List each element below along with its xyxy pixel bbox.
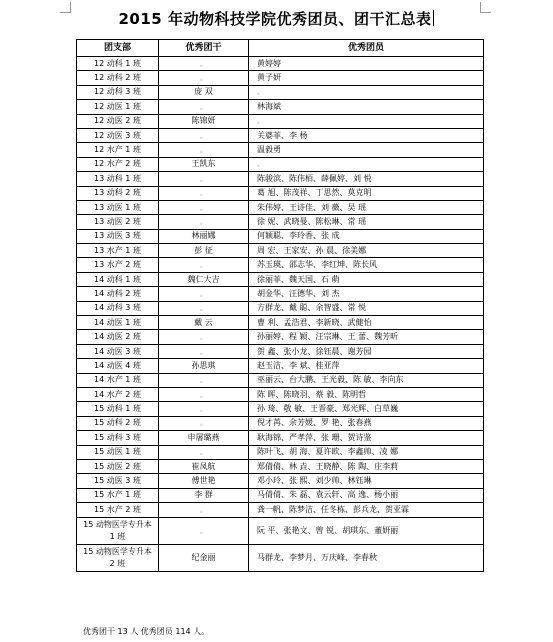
members-cell: 方群龙、戴 聪、余智盛、常 悦 xyxy=(249,301,484,315)
table-row xyxy=(77,344,484,358)
members-cell: 马倩倩、朱 磊、袁云轩、高 逸、杨小丽 xyxy=(249,488,484,502)
table-row xyxy=(77,316,484,330)
branch-cell: 15 动科 1 班 xyxy=(77,402,159,416)
members-cell: 。 xyxy=(249,114,484,128)
branch-cell: 15 水产 2 班 xyxy=(77,503,159,517)
members-cell: 徐 妮、武晓曼、陈松琳、常 瑶 xyxy=(249,215,484,229)
members-cell: 阮 平、张艳文、曾 锐、胡琪东、董妍丽 xyxy=(249,517,484,544)
members-cell: 赵玉洁、李 斌、桂亚萍 xyxy=(249,359,484,373)
branch-cell: 15 水产 1 班 xyxy=(77,488,159,502)
branch-cell: 14 水产 2 班 xyxy=(77,387,159,401)
branch-cell: 12 水产 1 班 xyxy=(77,143,159,157)
text-cursor xyxy=(433,10,434,26)
table-row xyxy=(77,359,484,373)
branch-cell: 12 动医 2 班 xyxy=(77,114,159,128)
branch-cell: 13 水产 2 班 xyxy=(77,258,159,272)
cadre-cell: 纪金丽 xyxy=(159,544,249,571)
members-cell: 。 xyxy=(249,85,484,99)
footer-summary: 优秀团干 13 人 优秀团员 114 人。 xyxy=(83,627,210,636)
branch-cell: 15 动医 2 班 xyxy=(77,459,159,473)
table-row xyxy=(77,503,484,517)
members-cell: 邓小玲、张 熙、刘少帅、林钰琳 xyxy=(249,474,484,488)
cadre-cell: 。 xyxy=(159,373,249,387)
table-row xyxy=(77,387,484,401)
cadre-cell: 。 xyxy=(159,445,249,459)
branch-cell: 14 动医 1 班 xyxy=(77,316,159,330)
document-title xyxy=(0,8,553,29)
members-cell: 林海斌 xyxy=(249,100,484,114)
cadre-cell: 。 xyxy=(159,71,249,85)
table-row xyxy=(77,459,484,473)
branch-cell: 15 动物医学专升本 1 班 xyxy=(77,517,159,544)
cadre-cell: 。 xyxy=(159,215,249,229)
table-row xyxy=(77,287,484,301)
table-row xyxy=(77,258,484,272)
table-body xyxy=(77,57,484,572)
branch-cell: 13 动医 2 班 xyxy=(77,215,159,229)
cadre-cell: 。 xyxy=(159,128,249,142)
cadre-cell: 傅世艳 xyxy=(159,474,249,488)
cadre-cell: 林丽娜 xyxy=(159,229,249,243)
members-cell: 孙 琦、敬 敏、王晋豪、郑光辉、白草巍 xyxy=(249,402,484,416)
branch-cell: 13 动医 3 班 xyxy=(77,229,159,243)
members-cell: 巫丽云、台大鹏、王光毅、陈 敏、李向东 xyxy=(249,373,484,387)
members-cell: 贺 鑫、张小龙、徐钰晨、谢芳园 xyxy=(249,344,484,358)
cadre-cell: 。 xyxy=(159,258,249,272)
branch-cell: 15 动物医学专升本 2 班 xyxy=(77,544,159,571)
members-cell: 。 xyxy=(249,157,484,171)
branch-cell: 15 动医 3 班 xyxy=(77,474,159,488)
column-header-members: 优秀团员 xyxy=(249,40,484,57)
cadre-cell: 王凯东 xyxy=(159,157,249,171)
cadre-cell: 。 xyxy=(159,402,249,416)
table-row xyxy=(77,172,484,186)
cadre-cell: 。 xyxy=(159,344,249,358)
table-row xyxy=(77,474,484,488)
table-row xyxy=(77,114,484,128)
branch-cell: 12 动科 1 班 xyxy=(77,57,159,71)
cadre-cell: 崔凤航 xyxy=(159,459,249,473)
branch-cell: 14 动科 1 班 xyxy=(77,272,159,286)
cadre-cell: 彭 征 xyxy=(159,244,249,258)
table-row xyxy=(77,445,484,459)
members-cell: 关婆菲、李 杨 xyxy=(249,128,484,142)
column-header-cadre: 优秀团干 xyxy=(159,40,249,57)
branch-cell: 15 动医 1 班 xyxy=(77,445,159,459)
cadre-cell: 。 xyxy=(159,100,249,114)
members-cell: 胡金华、汪德华、刘 杰 xyxy=(249,287,484,301)
table-row xyxy=(77,488,484,502)
cadre-cell: 。 xyxy=(159,172,249,186)
title-text: 2015 年动物科技学院优秀团员、团干汇总表 xyxy=(118,10,432,28)
table-row xyxy=(77,272,484,286)
branch-cell: 14 动医 2 班 xyxy=(77,330,159,344)
members-cell: 耿海锦、严孝萍、张 珊、贺诗鉴 xyxy=(249,431,484,445)
table-row xyxy=(77,229,484,243)
cadre-cell: 。 xyxy=(159,301,249,315)
members-cell: 曹 利、孟浩君、李新晓、武健怡 xyxy=(249,316,484,330)
members-cell: 郑倩倩、林 垚、王晓静、陈 陶、庄李莉 xyxy=(249,459,484,473)
table-row xyxy=(77,416,484,430)
table-row xyxy=(77,85,484,99)
table-row xyxy=(77,373,484,387)
table-row xyxy=(77,71,484,85)
members-cell: 陈 晖、陈晓羽、蔡 毅、陈明哲 xyxy=(249,387,484,401)
branch-cell: 14 水产 1 班 xyxy=(77,373,159,387)
cadre-cell: 。 xyxy=(159,387,249,401)
branch-cell: 13 水产 1 班 xyxy=(77,244,159,258)
table-row xyxy=(77,517,484,544)
branch-cell: 13 动科 2 班 xyxy=(77,186,159,200)
members-cell: 马群龙、李梦月、万庆峰、李春秋 xyxy=(249,544,484,571)
branch-cell: 13 动医 1 班 xyxy=(77,200,159,214)
cadre-cell: 。 xyxy=(159,517,249,544)
branch-cell: 12 水产 2 班 xyxy=(77,157,159,171)
table-row xyxy=(77,186,484,200)
table-row xyxy=(77,100,484,114)
table-header-row xyxy=(77,40,484,57)
members-cell: 陈叶飞、胡 海、夏许欧、李鑫帅、凌 娜 xyxy=(249,445,484,459)
members-cell: 苏玉瑛、邵志华、李红坤、陈长风 xyxy=(249,258,484,272)
cadre-cell: 。 xyxy=(159,416,249,430)
column-header-branch: 团支部 xyxy=(77,40,159,57)
members-cell: 倪才苒、余芳媛、罗 艳、张春燕 xyxy=(249,416,484,430)
branch-cell: 15 动科 2 班 xyxy=(77,416,159,430)
table-row xyxy=(77,544,484,571)
cadre-cell: 戴 云 xyxy=(159,316,249,330)
cadre-cell: 。 xyxy=(159,143,249,157)
branch-cell: 14 动医 3 班 xyxy=(77,344,159,358)
members-cell: 何颖聪、李玲香、张 成 xyxy=(249,229,484,243)
cadre-cell: 。 xyxy=(159,287,249,301)
summary-table xyxy=(76,39,484,572)
table-row xyxy=(77,215,484,229)
members-cell: 陈骏滨、陈伟栢、薛佩婷、刘 悦 xyxy=(249,172,484,186)
members-cell: 徐丽菲、魏天国、石 萌 xyxy=(249,272,484,286)
table-row xyxy=(77,301,484,315)
members-cell: 龚一帆、陈梦洁、任冬栋、彭兵龙、贺亚霖 xyxy=(249,503,484,517)
branch-cell: 14 动医 4 班 xyxy=(77,359,159,373)
branch-cell: 13 动科 1 班 xyxy=(77,172,159,186)
members-cell: 朱伟婷、王诗佳、刘 薇、吴 瑶 xyxy=(249,200,484,214)
branch-cell: 12 动科 2 班 xyxy=(77,71,159,85)
table-row xyxy=(77,402,484,416)
cadre-cell: 孙思琪 xyxy=(159,359,249,373)
branch-cell: 15 动科 3 班 xyxy=(77,431,159,445)
cadre-cell: 陈锦妍 xyxy=(159,114,249,128)
branch-cell: 12 动医 3 班 xyxy=(77,128,159,142)
members-cell: 黄婷婷 xyxy=(249,57,484,71)
table-row xyxy=(77,143,484,157)
members-cell: 葛 旭、陈茂祥、丁思然、莫克明 xyxy=(249,186,484,200)
table-row xyxy=(77,330,484,344)
cadre-cell: 庞 双 xyxy=(159,85,249,99)
members-cell: 温毅勇 xyxy=(249,143,484,157)
branch-cell: 14 动科 3 班 xyxy=(77,301,159,315)
table-row xyxy=(77,431,484,445)
members-cell: 周 宏、王家安、孙 晨、徐美娜 xyxy=(249,244,484,258)
cadre-cell: 。 xyxy=(159,186,249,200)
cadre-cell: 魏仁大吉 xyxy=(159,272,249,286)
table-row xyxy=(77,200,484,214)
table-row xyxy=(77,157,484,171)
table-row xyxy=(77,57,484,71)
cadre-cell: 。 xyxy=(159,57,249,71)
cadre-cell: 。 xyxy=(159,330,249,344)
members-cell: 黄子妍 xyxy=(249,71,484,85)
cadre-cell: 申屠璐燕 xyxy=(159,431,249,445)
branch-cell: 14 动科 2 班 xyxy=(77,287,159,301)
table-row xyxy=(77,128,484,142)
branch-cell: 12 动医 1 班 xyxy=(77,100,159,114)
cadre-cell: 李 群 xyxy=(159,488,249,502)
branch-cell: 12 动科 3 班 xyxy=(77,85,159,99)
table-row xyxy=(77,244,484,258)
cadre-cell: 。 xyxy=(159,503,249,517)
members-cell: 孙丽婷、程 颖、汪宗琳、王 蕾、魏芳昕 xyxy=(249,330,484,344)
cadre-cell: 。 xyxy=(159,200,249,214)
